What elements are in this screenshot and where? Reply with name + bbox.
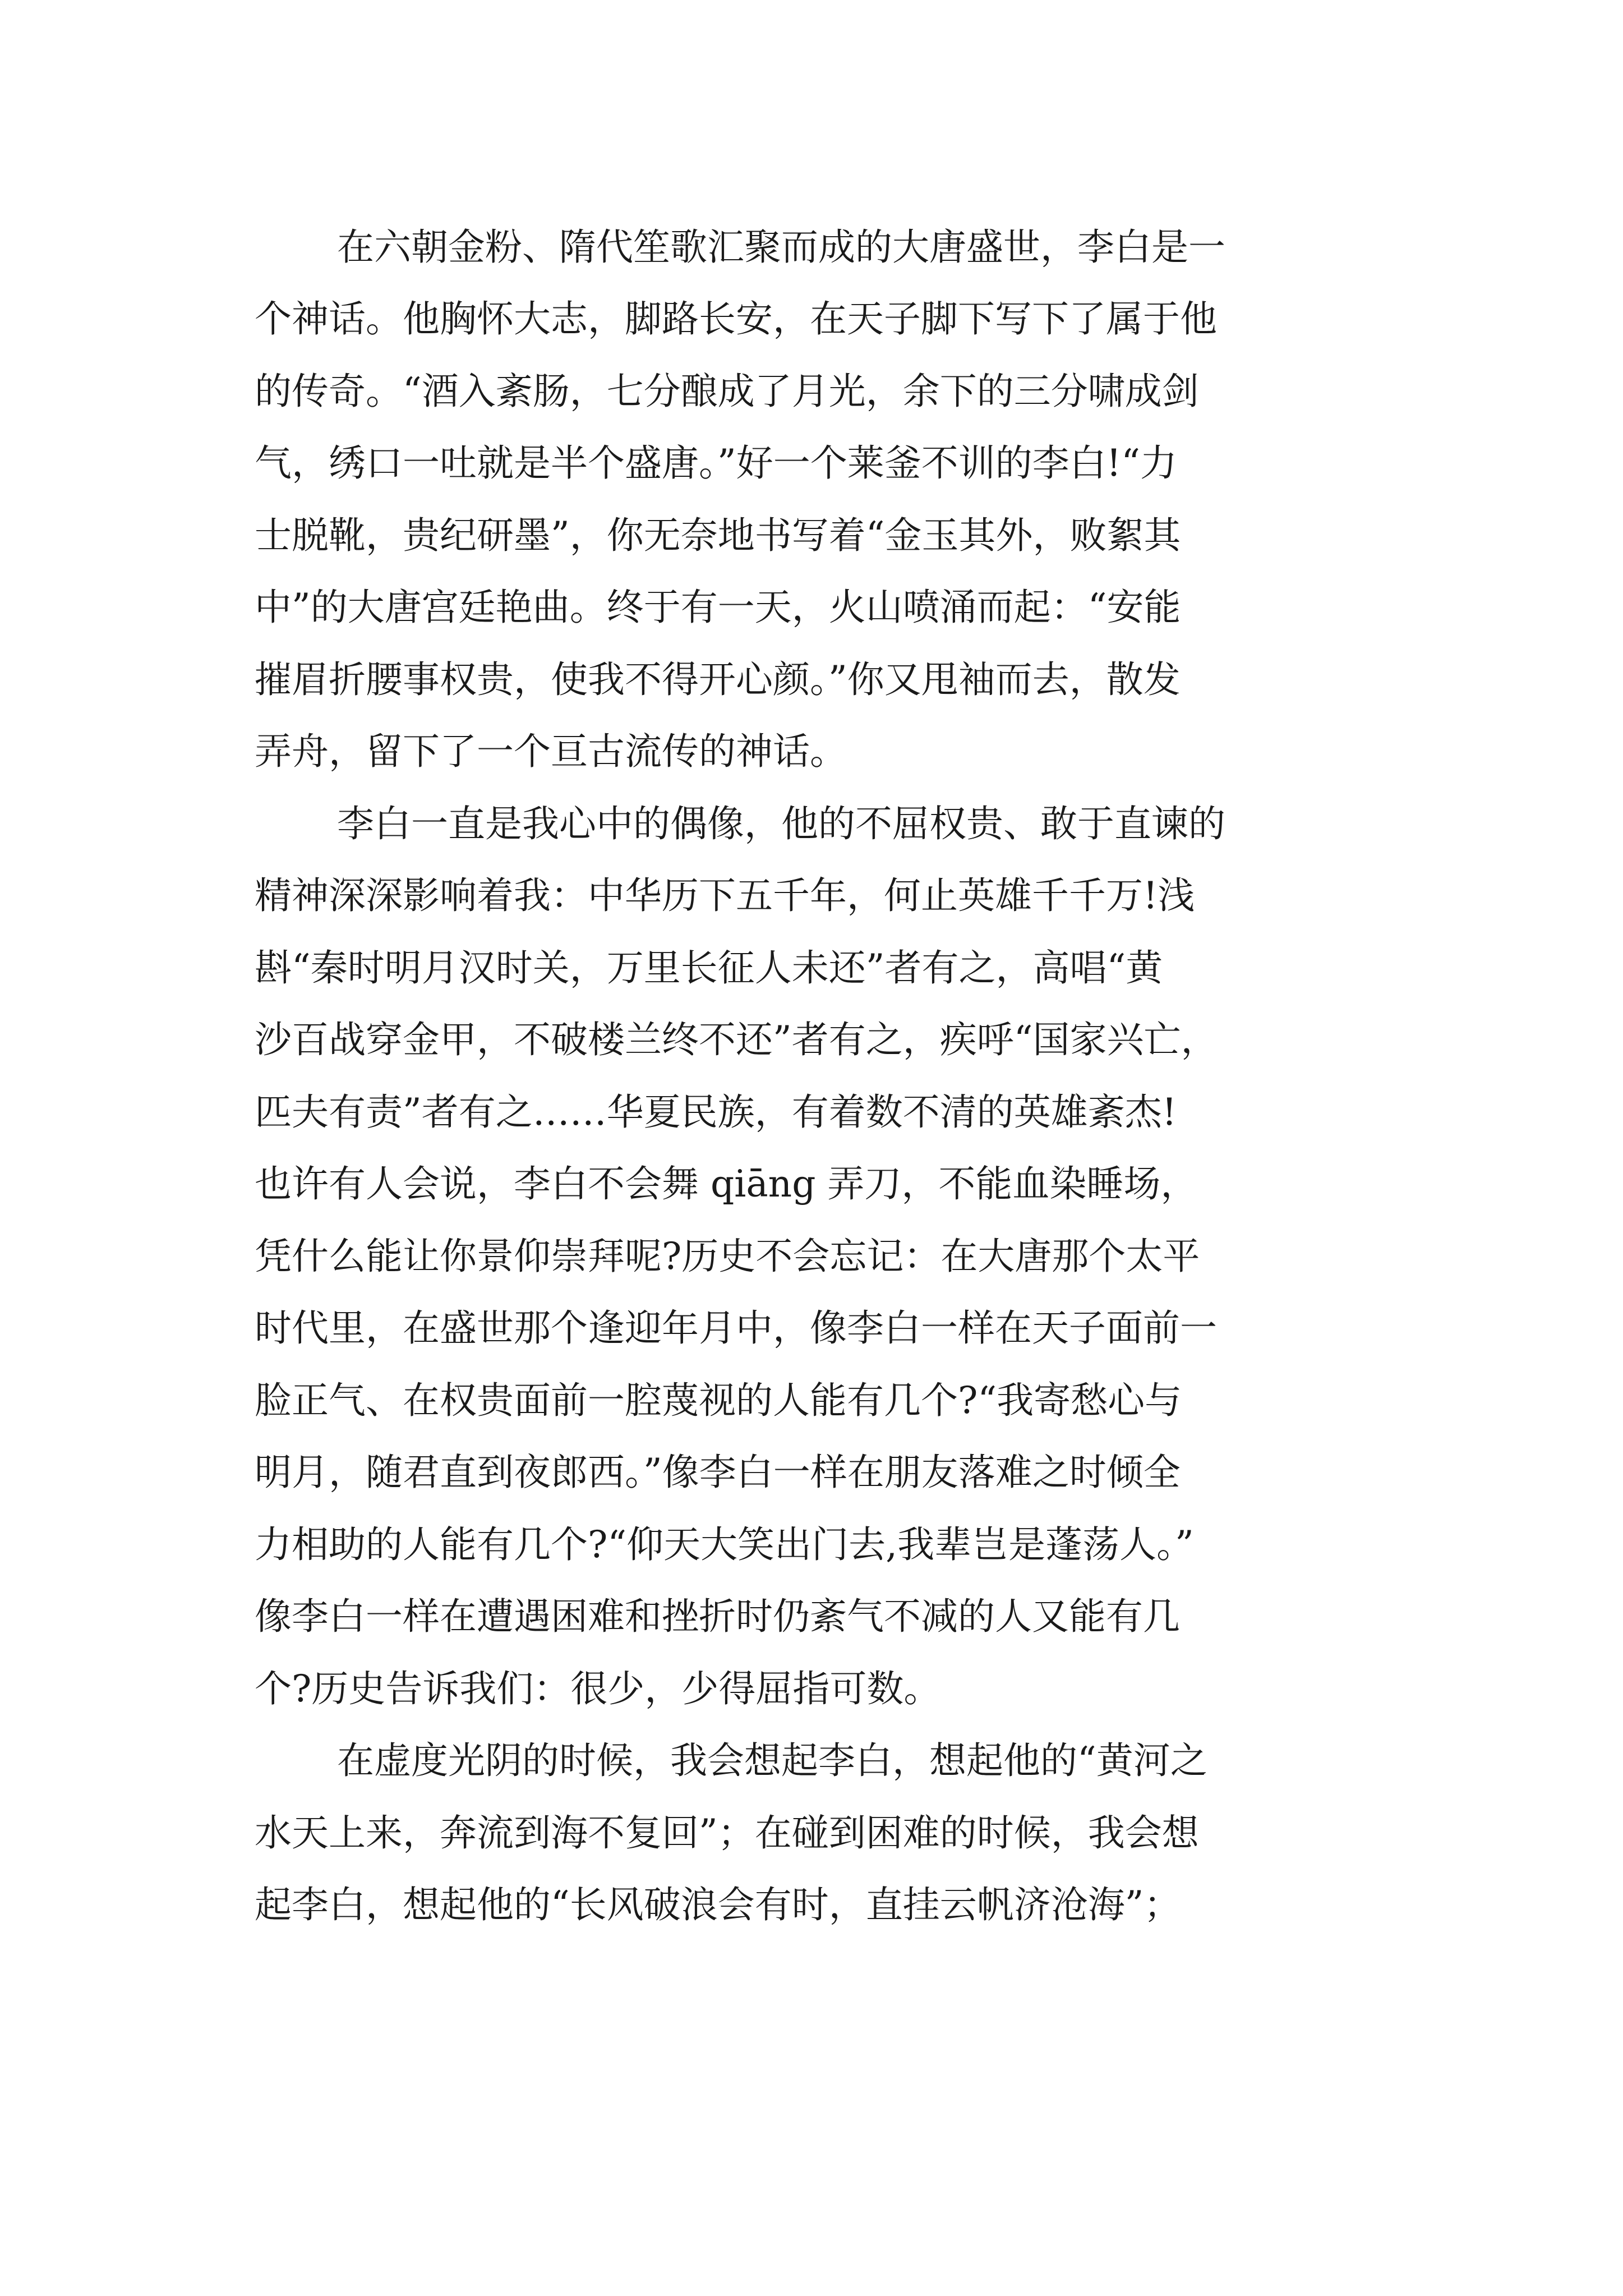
text-line: 像李白一样在遭遇困难和挫折时仍紊气不减的人又能有几 (255, 1595, 1180, 1638)
text-line: 士脱靴，贵纪研墨”，你无奈地书写着“金玉其外，败絮其 (255, 514, 1181, 557)
text-line: 沙百战穿金甲，不破楼兰终不还”者有之，疾呼“国家兴亡， (255, 1018, 1218, 1061)
text-line: 力相助的人能有几个?“仰天大笑出门去,我辈岂是蓬荡人。” (255, 1523, 1194, 1566)
text-line: 水天上来，奔流到海不复回”；在碰到困难的时候，我会想 (255, 1811, 1199, 1855)
text-line: 中”的大唐宫廷艳曲。终于有一天，火山喷涌而起：“安能 (255, 586, 1181, 629)
text-line: 明月，随君直到夜郎西。”像李白一样在朋友落难之时倾全 (255, 1451, 1181, 1494)
text-line: 摧眉折腰事权贵，使我不得开心颜。”你又甩袖而去，散发 (255, 658, 1181, 701)
text-line: 在六朝金粉、隋代笙歌汇聚而成的大唐盛世，李白是一 (337, 226, 1225, 269)
text-line: 脸正气、在权贵面前一腔蔑视的人能有几个?“我寄愁心与 (255, 1379, 1182, 1422)
text-line: 起李白，想起他的“长风破浪会有时，直挂云帆济沧海”； (255, 1883, 1181, 1926)
text-line: 匹夫有责”者有之……华夏民族，有着数不清的英雄紊杰! (255, 1091, 1177, 1134)
text-line: 弄舟，留下了一个亘古流传的神话。 (255, 730, 847, 773)
text-line: 时代里，在盛世那个逢迎年月中，像李白一样在天子面前一 (255, 1306, 1217, 1350)
text-line: 李白一直是我心中的偶像，他的不屈权贵、敢于直谏的 (337, 802, 1225, 845)
text-line: 在虚度光阴的时候，我会想起李白，想起他的“黄河之 (337, 1739, 1207, 1782)
text-line: 也许有人会说，李白不会舞 qiāng 弄刀，不能血染睡场， (255, 1162, 1198, 1205)
text-line: 个神话。他胸怀大志，脚路长安，在天子脚下写下了属于他 (255, 297, 1217, 341)
text-line: 的传奇。“酒入紊肠，七分酿成了月光，余下的三分啸成剑 (255, 370, 1199, 413)
text-line: 斟“秦时明月汉时关，万里长征人未还”者有之，高唱“黄 (255, 946, 1163, 990)
text-line: 精神深深影响着我：中华历下五千年，何止英雄千千万!浅 (255, 874, 1195, 917)
text-line: 气，绣口一吐就是半个盛唐。”好一个莱釜不训的李白!“力 (255, 441, 1178, 485)
text-line: 个?历史告诉我们：很少，少得屈指可数。 (255, 1667, 941, 1710)
text-line: 凭什么能让你景仰崇拜呢?历史不会忘记：在大唐那个太平 (255, 1235, 1200, 1278)
